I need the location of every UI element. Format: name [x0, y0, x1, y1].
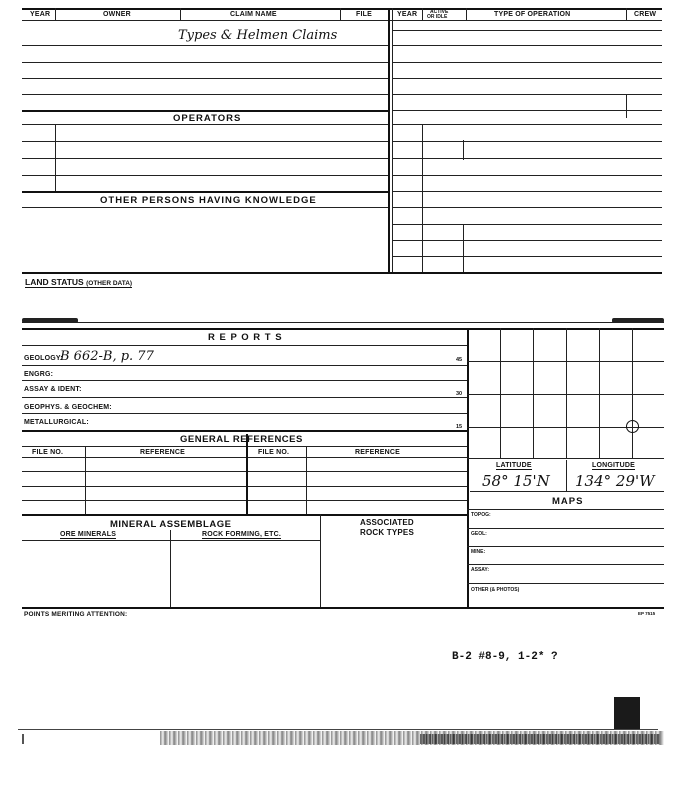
header-file: FILE: [356, 11, 372, 18]
land-status-label: [25, 277, 132, 288]
report-label-metallurgical: METALLURGICAL:: [24, 419, 89, 426]
header-type-of-operation: TYPE OF OPERATION: [494, 11, 571, 18]
header-active: ACTIVE: [430, 9, 449, 15]
header-owner: OWNER: [103, 11, 131, 18]
mineral-assemblage-title: MINERAL ASSEMBLAGE: [110, 519, 232, 530]
maps-assay: ASSAY:: [471, 567, 490, 573]
scale-15: 15: [456, 424, 463, 430]
land-status-sub: (OTHER DATA): [86, 280, 133, 287]
maps-title: MAPS: [552, 496, 584, 507]
other-persons-title: OTHER PERSONS HAVING KNOWLEDGE: [100, 195, 317, 206]
associated-header: ASSOCIATED: [360, 518, 414, 527]
points-meriting-attention-label: POINTS MERITING ATTENTION:: [24, 611, 128, 618]
form-code: EP 7515: [638, 611, 656, 616]
report-value-geology: B 662-B, p. 77: [60, 349, 154, 364]
ref-header-file-no-1: FILE NO.: [32, 449, 64, 456]
report-label-geology: GEOLOGY:: [24, 355, 63, 362]
operators-title: OPERATORS: [173, 113, 242, 124]
scale-45: 45: [456, 357, 463, 363]
header-year: YEAR: [30, 11, 51, 18]
reports-title: R E P O R T S: [208, 332, 283, 343]
header-claim-name: CLAIM NAME: [230, 11, 277, 18]
general-references-title: GENERAL REFERENCES: [180, 434, 303, 445]
header-or-idle: OR IDLE: [427, 14, 448, 20]
report-label-engrg: ENGRG:: [24, 371, 54, 378]
maps-geol: GEOL:: [471, 531, 487, 537]
rock-forming-header: ROCK FORMING, ETC.: [202, 531, 282, 538]
ref-header-reference-1: REFERENCE: [140, 449, 185, 456]
maps-mine: MINE:: [471, 549, 486, 555]
land-status-title: LAND STATUS: [25, 277, 84, 287]
ref-header-file-no-2: FILE NO.: [258, 449, 290, 456]
report-label-geophys: GEOPHYS. & GEOCHEM:: [24, 404, 112, 411]
header-year-right: YEAR: [397, 11, 418, 18]
header-crew: CREW: [634, 11, 657, 18]
longitude-value: 134° 29'W: [575, 472, 655, 490]
scan-artifact-block: [614, 697, 640, 729]
ore-minerals-header: ORE MINERALS: [60, 531, 117, 538]
latitude-label: LATITUDE: [496, 462, 532, 469]
scale-30: 30: [456, 391, 463, 397]
maps-other: OTHER (& PHOTOS): [471, 587, 520, 593]
report-label-assay: ASSAY & IDENT:: [24, 386, 82, 393]
claim-name-entry: Types & Helmen Claims: [178, 28, 338, 43]
maps-topog: TOPOG:: [471, 512, 491, 518]
scan-noise-strip-dark: [420, 734, 660, 744]
location-marker-icon: [626, 420, 639, 433]
typed-note: B-2 #8-9, 1-2* ?: [452, 651, 558, 663]
rock-types-header: ROCK TYPES: [360, 528, 415, 537]
longitude-label: LONGITUDE: [592, 462, 636, 469]
latitude-value: 58° 15'N: [482, 472, 550, 490]
ref-header-reference-2: REFERENCE: [355, 449, 400, 456]
